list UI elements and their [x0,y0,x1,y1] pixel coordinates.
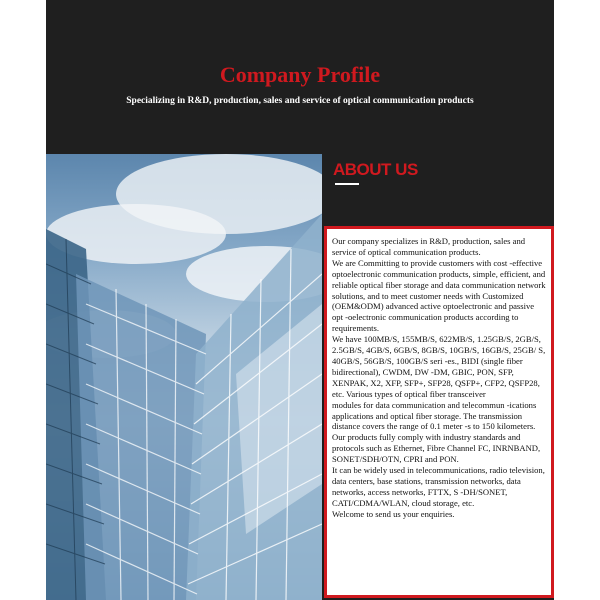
about-paragraph: We are Committing to provide customers with cost -effective optoelectronic communication products, simple, efficient, and reliable optical fiber storage and data communication network solutions, and to meet customer needs with Customized (OEM&ODM) advanced active optoelectronic and passive opt -oelectronic communication products according to requirements. [332,257,546,334]
about-us-heading: ABOUT US [333,160,418,179]
about-paragraph: Our products fully comply with industry standards and protocols such as Ethernet, Fibre Channel FC, INRNBAND, SONET/SDH/OTN, CPRI and PON. [332,432,541,465]
about-paragraph: We have 100MB/S, 155MB/S, 622MB/S, 1.25GB/S, 2GB/S, 2.5GB/S, 4GB/S, 6GB/S, 8GB/S, 10GB/S, 16GB/S, 25GB/ S, 40GB/S, 56GB/S, 100GB/S seri -es., BIDI (single fiber bidirectional), CWDM, DW -DM, GBIC, PON, SFP, XENPAK, X2, XFP, SFP+, SFP28, QSFP+, CFP2, QSFP28, etc. Various types of optical fiber transceiver [332,334,546,399]
page-subtitle: Specializing in R&D, production, sales and service of optical communication products [126,96,474,106]
about-us-underline [335,183,359,185]
about-paragraph: Our company specializes in R&D, production, sales and service of optical communication products. [332,236,526,257]
about-us-textbox [324,226,554,598]
about-paragraph: Welcome to send us your enquiries. [332,508,455,519]
about-paragraph: It can be widely used in telecommunications, radio television, data centers, base stations, transmission networks, data networks, access networks, FTTX, S -DH/SONET, CATI/CDMA/WLAN, cloud storage, etc. [332,465,545,508]
building-photo [46,154,322,600]
about-paragraph: modules for data communication and telecommun -ications applications and optical fiber storage. The transmission distance covers the range of 0.1 meter -s to 150 kilometers. [332,399,537,432]
page-title: Company Profile [219,62,381,87]
company-profile-poster [46,0,554,600]
